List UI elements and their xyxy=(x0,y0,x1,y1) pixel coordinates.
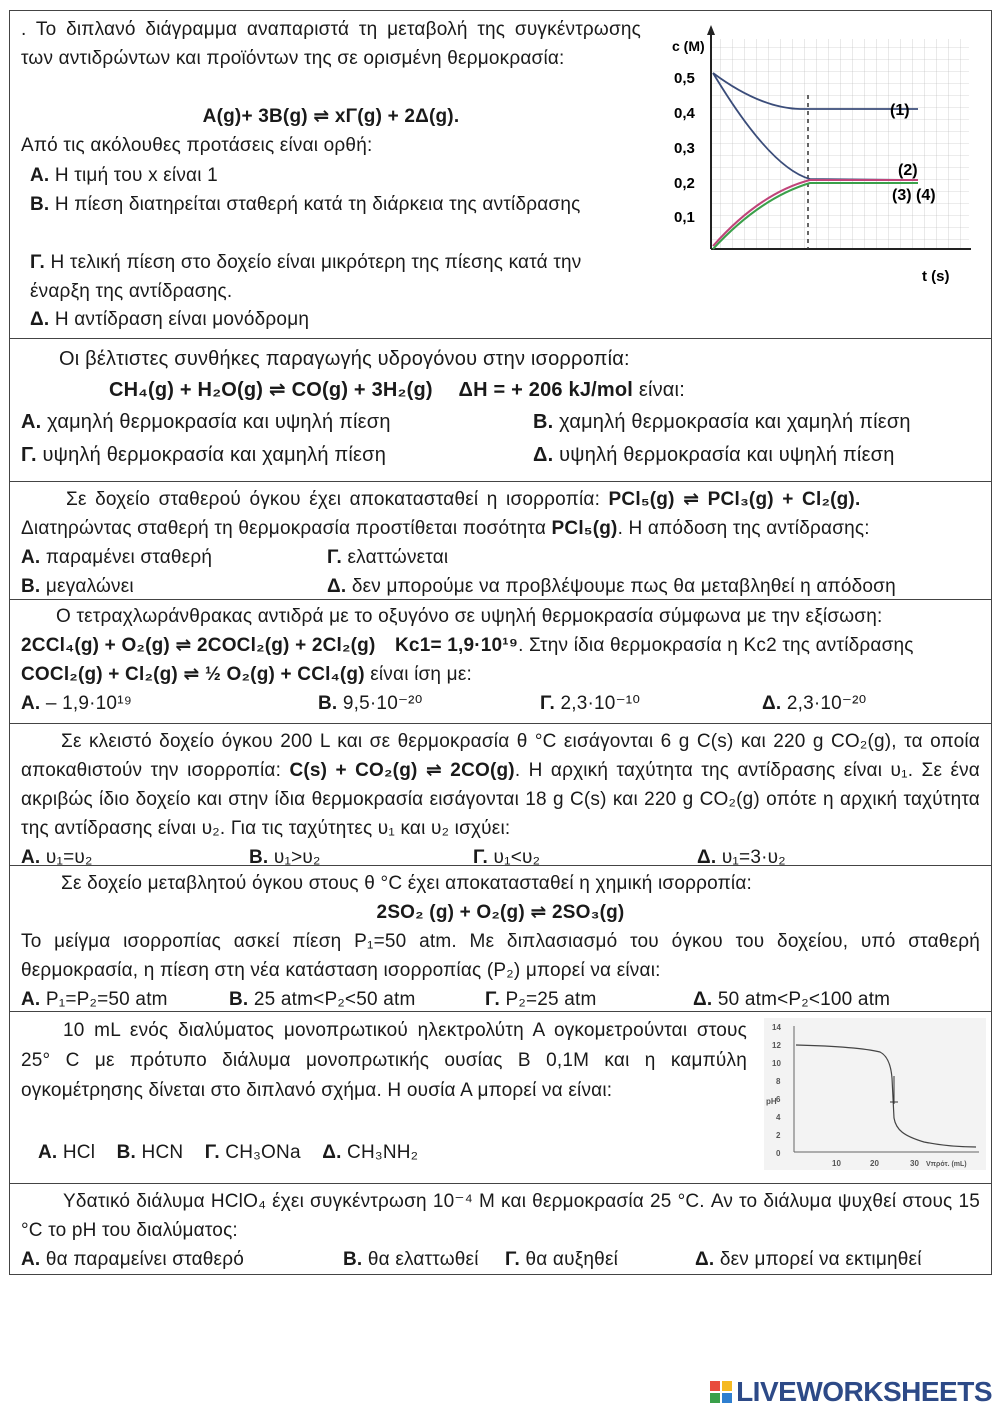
curve-label-1: (1) xyxy=(890,102,910,119)
question-6-line-1: Σε δοχείο μεταβλητού όγκου στους θ °C έχει αποκατασταθεί η χημική ισορροπία: xyxy=(61,873,752,894)
option-text: θα ελαττωθεί xyxy=(362,1249,479,1270)
option-letter: Α. xyxy=(21,411,42,433)
option-text: θα αυξηθεί xyxy=(520,1249,619,1270)
option-letter: Β. xyxy=(21,576,41,597)
question-text: Σε δοχείο σταθερού όγκου έχει αποκατασταθεί η ισορροπία: xyxy=(66,489,609,510)
question-2-intro: Οι βέλτιστες συνθήκες παραγωγής υδρογόνου στην ισορροπία: xyxy=(59,348,630,370)
y-tick: 12 xyxy=(772,1041,781,1050)
option-text: 50 atm<P₂<100 atm xyxy=(712,989,891,1010)
option-letter: Δ. xyxy=(693,989,713,1010)
x-tick: 10 xyxy=(832,1159,841,1168)
question-5-text xyxy=(21,727,980,843)
option-text: 2,3·10⁻²⁰ xyxy=(781,693,867,714)
titration-curve-chart xyxy=(764,1018,986,1170)
question-6-text: Το μείγμα ισορροπίας ασκεί πίεση P₁=50 atm. Με διπλασιασμό του όγκου του δοχείου, υπό σταθερή θερμοκρασία, η πίεση στη νέα κατάσταση ισορροπίας (P₂) μπορεί να είναι: xyxy=(21,931,980,981)
option-text: Η τιμή του x είναι 1 xyxy=(54,165,218,186)
option-text: δεν μπορεί να εκτιμηθεί xyxy=(714,1249,922,1270)
question-1-prompt: Από τις ακόλουθες προτάσεις είναι ορθή: xyxy=(21,135,373,156)
question-text: είναι ίση με: xyxy=(364,664,472,685)
option-text: HCl xyxy=(57,1142,96,1163)
question-2 xyxy=(10,339,991,482)
answer-option-d[interactable] xyxy=(327,572,896,600)
option-letter: Β. xyxy=(30,194,50,215)
option-text: 25 atm<P₂<50 atm xyxy=(248,989,416,1010)
answer-option-c[interactable] xyxy=(473,843,697,866)
question-1-intro: . Το διπλανό διάγραμμα αναπαριστά τη μεταβολή της συγκέντρωσης των αντιδρώντων και προϊόντων της σε ορισμένη θερμοκρασία: xyxy=(21,19,641,69)
question-5 xyxy=(10,724,991,866)
answer-option-b[interactable] xyxy=(249,843,473,866)
x-tick: 30 xyxy=(910,1159,919,1168)
x-tick: 20 xyxy=(870,1159,879,1168)
y-tick: 0,1 xyxy=(674,209,695,226)
y-tick: 6 xyxy=(776,1095,781,1104)
equation-tail: είναι: xyxy=(633,379,685,401)
question-6 xyxy=(10,866,991,1012)
answer-option-b[interactable] xyxy=(21,572,327,600)
y-tick: 0 xyxy=(776,1149,781,1158)
question-2-equation xyxy=(21,374,980,406)
option-letter: Δ. xyxy=(695,1249,715,1270)
y-tick: 2 xyxy=(776,1131,781,1140)
question-1-equation: A(g)+ 3B(g) ⇌ xΓ(g) + 2Δ(g). xyxy=(202,106,460,127)
answer-option-a[interactable] xyxy=(21,843,249,866)
option-text: CH₃NH₂ xyxy=(341,1142,419,1163)
option-letter: Γ. xyxy=(540,693,556,714)
answer-option-c[interactable] xyxy=(485,985,693,1012)
option-text: HCN xyxy=(136,1142,184,1163)
option-letter: Γ. xyxy=(473,847,489,866)
question-1 xyxy=(10,11,991,339)
answer-option-b[interactable] xyxy=(533,406,911,439)
answer-option-a[interactable] xyxy=(21,406,533,439)
question-4-line-1: Ο τετραχλωράνθρακας αντιδρά με το οξυγόνο σε υψηλή θερμοκρασία σύμφωνα με την εξίσωση: xyxy=(56,606,883,627)
answer-option-b[interactable] xyxy=(318,689,540,718)
y-tick: 14 xyxy=(772,1023,781,1032)
question-8 xyxy=(10,1184,991,1274)
option-letter: Δ. xyxy=(533,444,554,466)
question-text: Σε κλειστό δοχείο όγκου 200 L και σε θερμοκρασία θ °C εισάγονται 6 g C(s) και 220 g CO₂(g), τα οποία αποκαθιστούν την ισορροπία: xyxy=(21,731,980,781)
option-text: υψηλή θερμοκρασία και χαμηλή πίεση xyxy=(36,444,387,466)
y-axis-label: c (M) xyxy=(672,38,705,54)
option-letter: Δ. xyxy=(327,576,347,597)
option-letter: Β. xyxy=(229,989,249,1010)
option-letter: Α. xyxy=(21,989,41,1010)
question-7 xyxy=(10,1012,991,1184)
question-text: Διατηρώντας σταθερή τη θερμοκρασία προστίθεται ποσότητα xyxy=(21,518,552,539)
y-tick: 8 xyxy=(776,1077,781,1086)
option-letter: Γ. xyxy=(30,252,46,273)
y-axis-label: pH xyxy=(766,1097,777,1106)
x-axis-label: t (s) xyxy=(922,268,950,285)
worksheet xyxy=(9,10,992,1275)
option-text: Η αντίδραση είναι μονόδρομη xyxy=(54,309,310,330)
option-text: 9,5·10⁻²⁰ xyxy=(337,693,423,714)
answer-option-a[interactable] xyxy=(30,161,642,190)
equation-formula: PCl₅(g) ⇌ PCl₃(g) + Cl₂(g). xyxy=(608,489,861,510)
equation-formula: CH₄(g) + H₂O(g) ⇌ CO(g) + 3H₂(g) xyxy=(109,379,433,401)
answer-option-b[interactable] xyxy=(229,985,485,1012)
option-letter: Β. xyxy=(318,693,338,714)
answer-option-d[interactable] xyxy=(697,843,786,866)
option-letter: Α. xyxy=(38,1142,58,1163)
option-letter: Α. xyxy=(21,547,41,568)
y-axis-arrow xyxy=(707,25,715,35)
option-text: δεν μπορούμε να προβλέψουμε πως θα μεταβληθεί η απόδοση xyxy=(346,576,896,597)
question-7-options xyxy=(38,1138,738,1167)
y-tick: 0,2 xyxy=(674,175,695,192)
answer-option-d[interactable] xyxy=(533,439,895,472)
curve-label-2: (2) xyxy=(898,162,918,179)
option-letter: Δ. xyxy=(322,1142,342,1163)
answer-option-d[interactable] xyxy=(695,1245,922,1274)
answer-option-c[interactable] xyxy=(30,248,642,306)
logo-text: LIVEWORKSHEETS xyxy=(736,1376,992,1407)
answer-option-c[interactable] xyxy=(327,543,448,572)
answer-option-b[interactable] xyxy=(117,1142,184,1163)
option-letter: Γ. xyxy=(485,989,501,1010)
compound: PCl₅(g) xyxy=(551,518,618,539)
answer-option-c[interactable] xyxy=(21,439,533,472)
question-4 xyxy=(10,600,991,724)
concentration-time-chart xyxy=(660,23,980,289)
question-3-line-1 xyxy=(21,485,980,514)
answer-option-c[interactable] xyxy=(540,689,762,718)
option-text: μεγαλώνει xyxy=(40,576,134,597)
answer-option-d[interactable] xyxy=(693,985,890,1012)
option-letter: Γ. xyxy=(505,1249,521,1270)
question-8-text: Υδατικό διάλυμα HClO₄ έχει συγκέντρωση 10⁻⁴ Μ και θερμοκρασία 25 °C. Αν το διάλυμα ψυχθεί στους 15 °C το pH του διαλύματος: xyxy=(21,1191,980,1241)
equation-formula: COCl₂(g) + Cl₂(g) ⇌ ½ O₂(g) + CCl₄(g) xyxy=(21,664,365,685)
equation-formula: C(s) + CO₂(g) ⇌ 2CO(g) xyxy=(289,760,515,781)
answer-option-a[interactable] xyxy=(21,689,318,718)
option-letter: Α. xyxy=(21,847,41,866)
logo-icon xyxy=(710,1381,732,1403)
option-letter: Δ. xyxy=(762,693,782,714)
answer-option-c[interactable] xyxy=(205,1142,301,1163)
chart-grid xyxy=(711,39,969,249)
question-6-equation: 2SO₂ (g) + O₂(g) ⇌ 2SO₃(g) xyxy=(376,902,625,923)
option-letter: Β. xyxy=(343,1249,363,1270)
x-axis-label: Vπρότ. (mL) xyxy=(926,1161,967,1168)
option-letter: Γ. xyxy=(21,444,37,466)
answer-option-d[interactable] xyxy=(762,689,866,718)
question-7-text: 10 mL ενός διαλύματος μονοπρωτικού ηλεκτρολύτη Α ογκομετρούνται στους 25° C με πρότυπο διάλυμα μονοπρωτικής ουσίας Β 0,1Μ και η καμπύλη ογκομέτρησης δίνεται στο διπλανό σχήμα. Η ουσία Α μπορεί να είναι: xyxy=(21,1020,747,1101)
option-text: ελαττώνεται xyxy=(342,547,449,568)
option-letter: Α. xyxy=(21,693,41,714)
option-letter: Γ. xyxy=(204,1142,220,1163)
chart-background xyxy=(764,1018,986,1170)
answer-option-b[interactable] xyxy=(343,1245,505,1274)
option-letter: Α. xyxy=(30,165,50,186)
option-text: – 1,9·10¹⁹ xyxy=(40,693,133,714)
option-letter: Δ. xyxy=(30,309,50,330)
option-text: υ₁=3·υ₂ xyxy=(716,847,786,866)
option-text: χαμηλή θερμοκρασία και χαμηλή πίεση xyxy=(553,411,911,433)
option-text: P₁=P₂=50 atm xyxy=(40,989,168,1010)
question-4-line-2 xyxy=(21,631,980,660)
equilibrium-constant: Kc1= 1,9·10¹⁹ xyxy=(395,635,519,656)
question-4-line-3 xyxy=(21,660,980,689)
liveworksheets-logo xyxy=(710,1376,992,1408)
answer-option-a[interactable] xyxy=(21,985,229,1012)
option-letter: Δ. xyxy=(697,847,717,866)
option-text: Η πίεση διατηρείται σταθερή κατά τη διάρκεια της αντίδρασης xyxy=(54,194,581,215)
option-letter: Β. xyxy=(249,847,269,866)
equation-formula: 2CCl₄(g) + O₂(g) ⇌ 2COCl₂(g) + 2Cl₂(g) xyxy=(21,635,376,656)
option-letter: Α. xyxy=(21,1249,41,1270)
question-text: . Η αρχική ταχύτητα της αντίδρασης είναι υ₁. Σε ένα ακριβώς ίδιο δοχείο και στην ίδια θερμοκρασία εισάγονται 18 g C(s) και 220 g CO₂(g) οπότε η αρχική ταχύτητα της αντίδρασης είναι υ₂. Για τις ταχύτητες υ₁ και υ₂ ισχύει: xyxy=(21,760,980,839)
answer-option-b[interactable] xyxy=(30,190,642,219)
option-text: υ₁<υ₂ xyxy=(488,847,541,866)
option-letter: Γ. xyxy=(327,547,343,568)
option-text: θα παραμείνει σταθερό xyxy=(40,1249,245,1270)
option-text: υψηλή θερμοκρασία και υψηλή πίεση xyxy=(553,444,895,466)
answer-option-d[interactable] xyxy=(322,1142,418,1163)
answer-option-d[interactable] xyxy=(30,305,642,334)
option-text: P₂=25 atm xyxy=(500,989,597,1010)
option-text: 2,3·10⁻¹⁰ xyxy=(555,693,641,714)
answer-option-a[interactable] xyxy=(21,1245,343,1274)
curve-label-3-4: (3) (4) xyxy=(892,187,936,204)
option-text: υ₁>υ₂ xyxy=(268,847,321,866)
option-letter: Β. xyxy=(116,1142,137,1163)
question-3-line-2 xyxy=(21,514,980,543)
enthalpy-value: ΔH = + 206 kJ/mol xyxy=(458,379,634,401)
y-tick: 0,4 xyxy=(674,105,695,122)
y-tick: 0,3 xyxy=(674,140,695,157)
option-letter: Β. xyxy=(533,411,554,433)
y-tick: 10 xyxy=(772,1059,781,1068)
option-text: υ₁=υ₂ xyxy=(40,847,93,866)
answer-option-a[interactable] xyxy=(38,1142,95,1163)
option-text: Η τελική πίεση στο δοχείο είναι μικρότερη της πίεσης κατά την έναρξη της αντίδρασης. xyxy=(30,252,582,302)
question-text: . Η απόδοση της αντίδρασης: xyxy=(617,518,870,539)
y-tick: 4 xyxy=(776,1113,781,1122)
option-text: χαμηλή θερμοκρασία και υψηλή πίεση xyxy=(41,411,391,433)
question-3 xyxy=(10,482,991,600)
answer-option-a[interactable] xyxy=(21,543,327,572)
question-text: . Στην ίδια θερμοκρασία η Kc2 της αντίδρασης xyxy=(518,635,914,656)
y-tick: 0,5 xyxy=(674,70,695,87)
option-text: CH₃ONa xyxy=(219,1142,301,1163)
answer-option-c[interactable] xyxy=(505,1245,695,1274)
option-text: παραμένει σταθερή xyxy=(40,547,213,568)
